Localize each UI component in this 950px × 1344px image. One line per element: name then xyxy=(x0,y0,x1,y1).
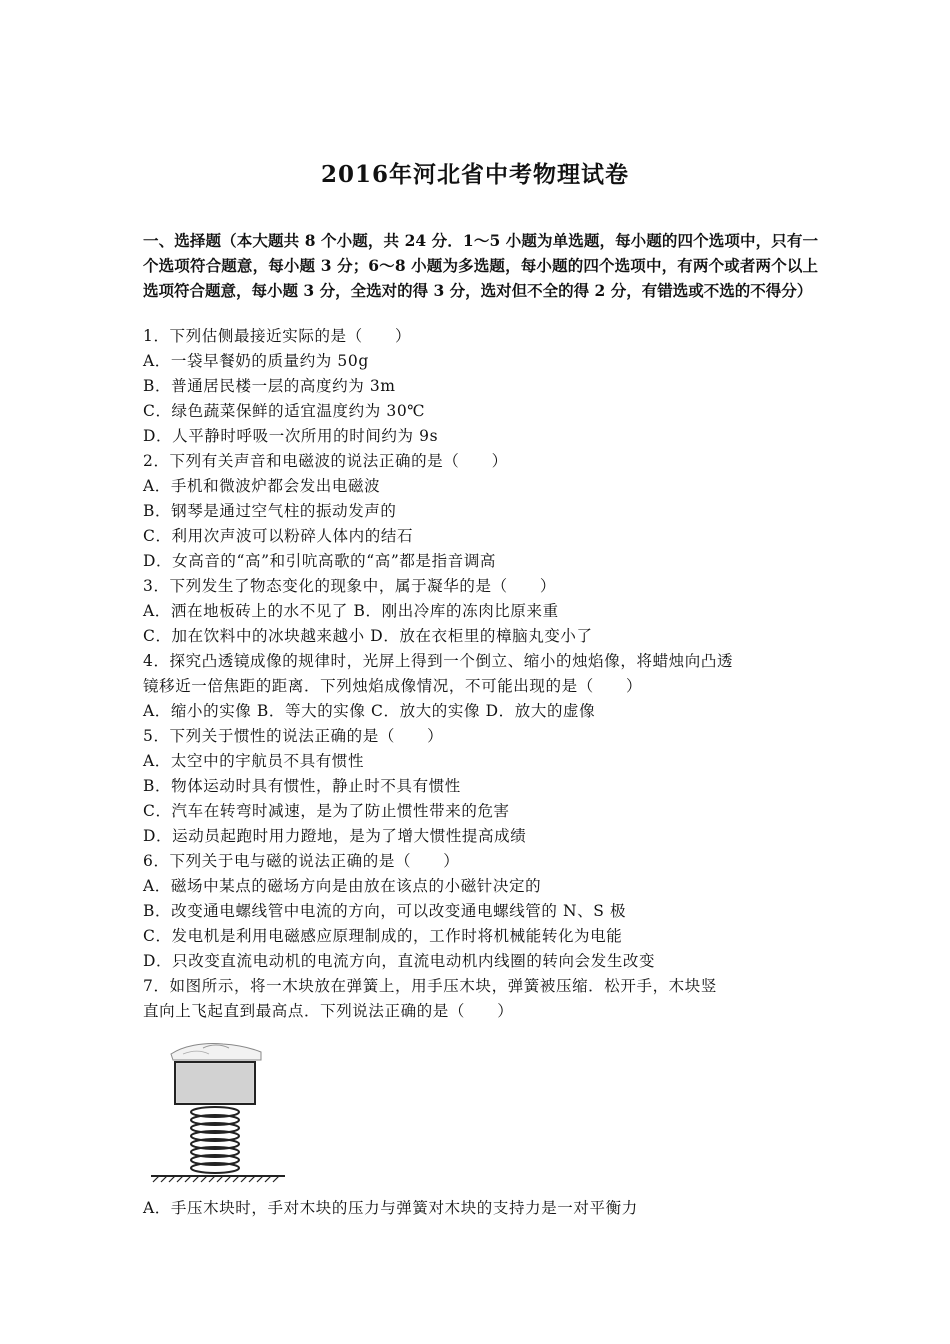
question-4-options: A．缩小的实像 B．等大的实像 C．放大的实像 D．放大的虚像 xyxy=(143,702,596,720)
question-1-option-d: D．人平静时呼吸一次所用的时间约为 9s xyxy=(143,427,439,445)
spring-block-illustration xyxy=(143,1032,293,1192)
question-6-option-b: B．改变通电螺线管中电流的方向，可以改变通电螺线管的 N、S 极 xyxy=(143,902,627,920)
question-3-options-ab: A．洒在地板砖上的水不见了 B．刚出冷库的冻肉比原来重 xyxy=(143,602,559,620)
question-6-option-c: C．发电机是利用电磁感应原理制成的，工作时将机械能转化为电能 xyxy=(143,927,623,945)
question-4-stem-line-2: 镜移近一倍焦距的距离．下列烛焰成像情况，不可能出现的是（ ） xyxy=(143,677,643,695)
question-2-option-b: B．钢琴是通过空气柱的振动发声的 xyxy=(143,502,397,520)
question-3-options-cd: C．加在饮料中的冰块越来越小 D．放在衣柜里的樟脑丸变小了 xyxy=(143,627,593,645)
page-title: 2016年河北省中考物理试卷 xyxy=(320,161,629,188)
question-2-option-a: A．手机和微波炉都会发出电磁波 xyxy=(143,477,381,495)
question-6-option-d: D．只改变直流电动机的电流方向，直流电动机内线圈的转向会发生改变 xyxy=(143,952,656,970)
question-5-option-a: A．太空中的宇航员不具有惯性 xyxy=(143,752,365,770)
spring-block-figure xyxy=(143,1032,293,1192)
question-1-option-c: C．绿色蔬菜保鲜的适宜温度约为 30℃ xyxy=(143,402,426,420)
question-1-stem: 1．下列估侧最接近实际的是（ ） xyxy=(143,327,412,345)
question-6-option-a: A．磁场中某点的磁场方向是由放在该点的小磁针决定的 xyxy=(143,877,542,895)
question-7-stem-line-2: 直向上飞起直到最高点．下列说法正确的是（ ） xyxy=(143,1002,514,1020)
section-heading: 一、选择题（本大题共 8 个小题，共 24 分．1～5 小题为单选题，每小题的四个选项中，只有一个选项符合题意，每小题 3 分；6～8 小题为多选题，每小题的四个选项中，有两个或者两个以上选项符合题意，每小题 3 分，全选对的得 3 分，选对但不全的得 2 分，有错选或不选的不得分） xyxy=(143,231,818,300)
question-5-option-c: C．汽车在转弯时减速，是为了防止惯性带来的危害 xyxy=(143,802,510,820)
question-3-stem: 3．下列发生了物态变化的现象中，属于凝华的是（ ） xyxy=(143,577,556,595)
question-2-option-c: C．利用次声波可以粉碎人体内的结石 xyxy=(143,527,414,545)
question-6-stem: 6．下列关于电与磁的说法正确的是（ ） xyxy=(143,852,460,870)
question-5-option-d: D．运动员起跑时用力蹬地，是为了增大惯性提高成绩 xyxy=(143,827,527,845)
question-1-option-b: B．普通居民楼一层的高度约为 3m xyxy=(143,377,396,395)
question-1-option-a: A．一袋早餐奶的质量约为 50g xyxy=(143,352,369,370)
question-5-stem: 5．下列关于惯性的说法正确的是（ ） xyxy=(143,727,444,745)
question-4-stem-line-1: 4．探究凸透镜成像的规律时，光屏上得到一个倒立、缩小的烛焰像，将蜡烛向凸透 xyxy=(143,652,734,670)
question-7-option-a: A．手压木块时，手对木块的压力与弹簧对木块的支持力是一对平衡力 xyxy=(143,1199,638,1217)
question-list xyxy=(143,324,818,1024)
question-7-stem-line-1: 7．如图所示，将一木块放在弹簧上，用手压木块，弹簧被压缩．松开手，木块竖 xyxy=(143,977,717,995)
question-5-option-b: B．物体运动时具有惯性，静止时不具有惯性 xyxy=(143,777,461,795)
question-2-option-d: D．女高音的“高”和引吭高歌的“高”都是指音调高 xyxy=(143,552,497,570)
question-2-stem: 2．下列有关声音和电磁波的说法正确的是（ ） xyxy=(143,452,508,470)
